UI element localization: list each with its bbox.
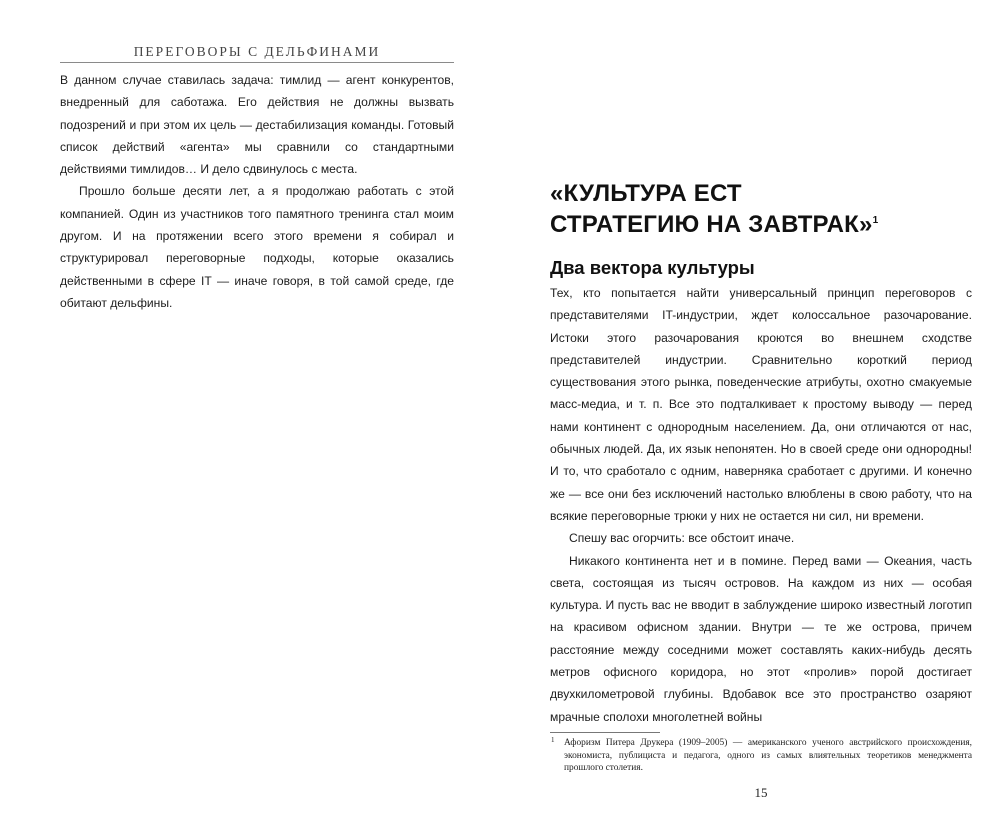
footnote-text: Афоризм Питера Друкера (1909–2005) — американского ученого австрийского происхождения, экономиста, публициста и педагога, одного из самых влиятельных теоретиков менеджмента прошлого столетия. (564, 737, 972, 774)
chapter-title (550, 178, 880, 240)
paragraph: Никакого континента нет и в помине. Перед вами — Океания, часть света, состоящая из тысяч островов. На каждом из них — особая культура. И пусть вас не вводит в заблуждение широко известный логотип на красивом офисном здании. Внутри — те же острова, причем расстояние между соседними может составлять каких-нибудь десять метров офисного коридора, но этот «пролив» порой достигает двухкилометровой глубины. Вдобавок все это пространство озаряют мрачные сполохи многолетней войны (550, 553, 972, 724)
left-page (0, 0, 500, 713)
footnote (550, 737, 972, 775)
right-body-text (550, 282, 972, 728)
paragraph: Прошло больше десяти лет, а я продолжаю работать с этой компанией. Один из участников того памятного тренинга стал моим другом. И на протяжении всего этого времени я собирал и структурировал переговорные подходы, которые оказались действенными в сфере IT — иначе говоря, в той самой среде, где обитают дельфины. (60, 184, 454, 310)
paragraph: Спешу вас огорчить: все обстоит иначе. (569, 531, 795, 546)
right-page (500, 0, 1000, 821)
left-body-text (60, 69, 454, 314)
footnote-mark: 1 (551, 735, 555, 744)
paragraph: Тех, кто попытается найти универсальный принцип переговоров с представителями IT-индустрии, ждет колоссальное разочарование. Истоки этого разочарования кроются во внешнем сходстве представителей индустрии. Сравнительно короткий период существования этого рынка, поведенческие атрибуты, охотно смакуемые масс-медиа, и т. п. Все это подталкивает к простому выводу — перед нами континент с однородным населением. Да, они отличаются от нас, обычных людей. Да, их язык непонятен. Но в своей среде они однородны! И то, что сработало с одним, наверняка сработает с другими. И конечно же — все они без исключений настолько влюблены в свою работу, что на всякие переговорные трюки у них не остается ни сил, ни времени. (550, 286, 972, 523)
section-title: Два вектора культуры (550, 257, 755, 278)
paragraph: В данном случае ставилась задача: тимлид — агент конкурентов, внедренный для саботажа. Его действия не должны вызвать подозрений и при этом их цель — дестабилизация команды. Готовый список действий «агента» мы сравнили со стандартными действиями тимлидов… И дело сдвинулось с места. (60, 73, 454, 177)
footnote-reference: 1 (872, 215, 879, 226)
page-number: 15 (754, 784, 768, 800)
running-head: ПЕРЕГОВОРЫ С ДЕЛЬФИНАМИ (60, 44, 454, 63)
footnote-rule (550, 732, 660, 733)
chapter-title-text: «КУЛЬТУРА ЕСТ СТРАТЕГИЮ НА ЗАВТРАК» (550, 180, 873, 238)
